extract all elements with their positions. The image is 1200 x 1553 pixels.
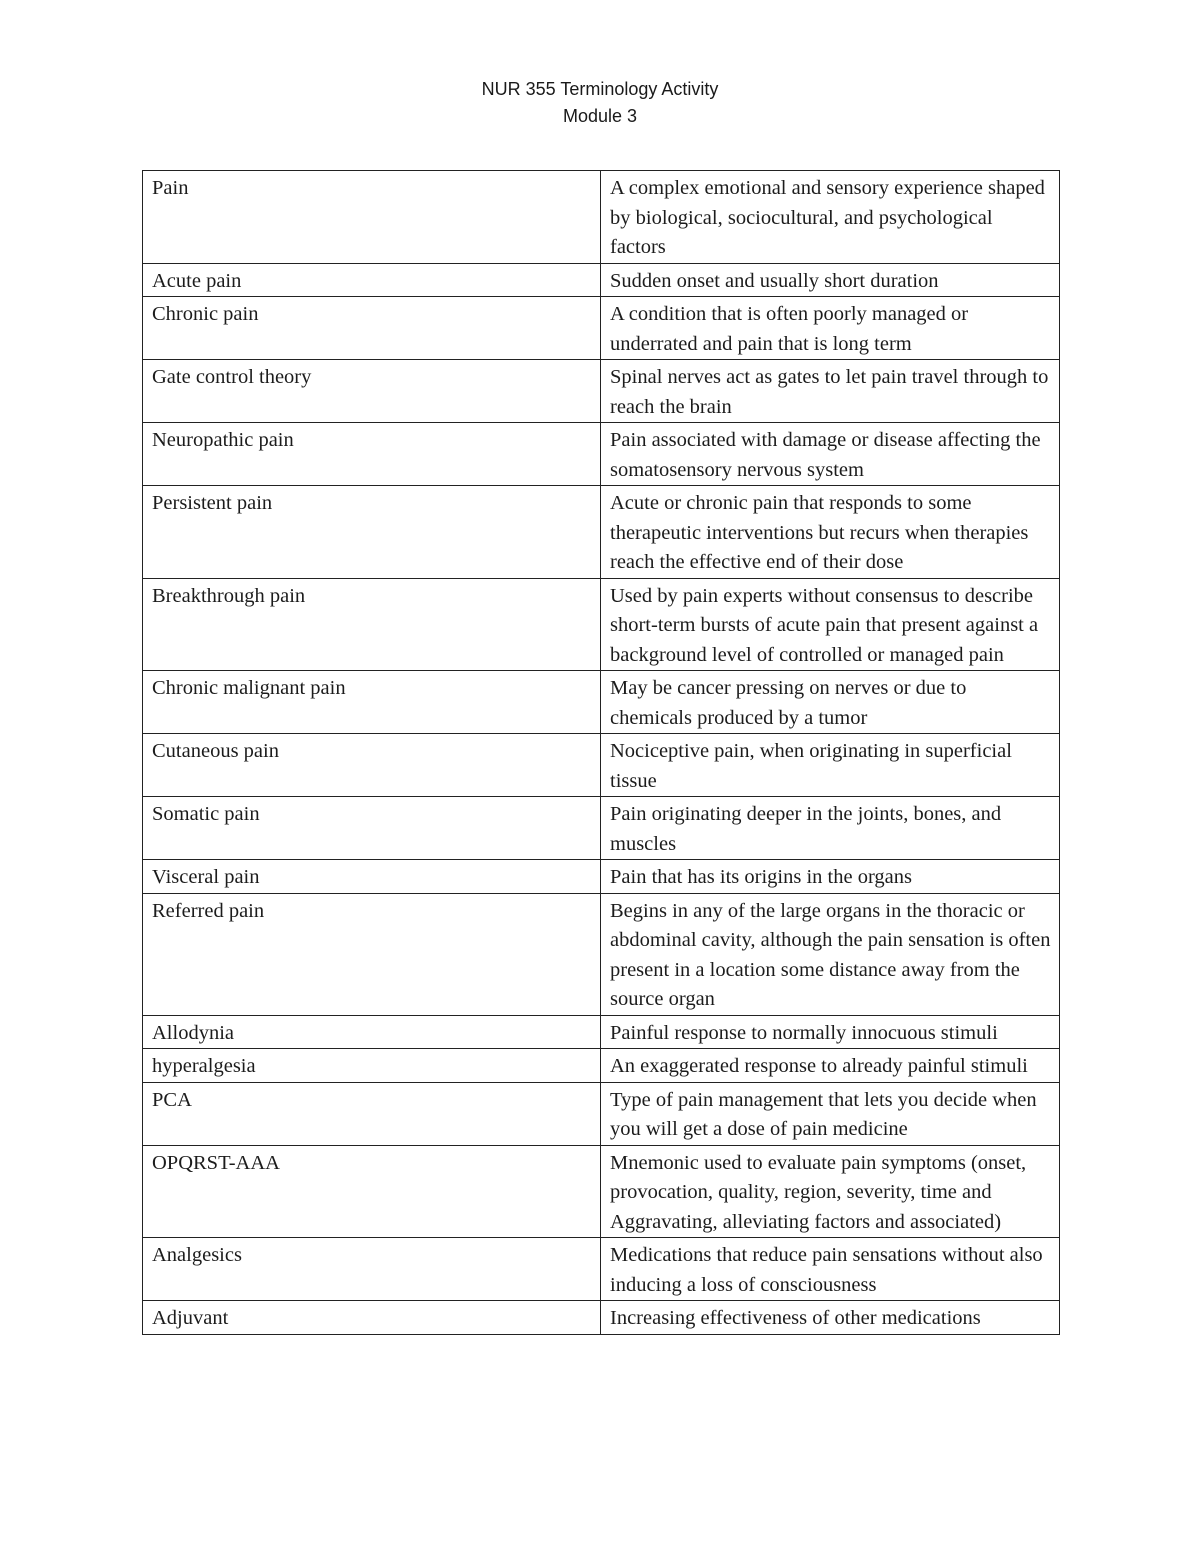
table-row xyxy=(143,671,1060,734)
definition-cell: May be cancer pressing on nerves or due to chemicals produced by a tumor xyxy=(601,671,1060,734)
definition-cell: A complex emotional and sensory experience shaped by biological, sociocultural, and psychological factors xyxy=(601,171,1060,264)
definition-cell: Pain associated with damage or disease affecting the somatosensory nervous system xyxy=(601,423,1060,486)
term-cell: Acute pain xyxy=(143,263,601,297)
definition-cell: Increasing effectiveness of other medications xyxy=(601,1301,1060,1335)
document-title: NUR 355 Terminology Activity xyxy=(481,79,719,99)
table-row xyxy=(143,423,1060,486)
definition-cell: Acute or chronic pain that responds to some therapeutic interventions but recurs when therapies reach the effective end of their dose xyxy=(601,486,1060,579)
term-cell: Chronic malignant pain xyxy=(143,671,601,734)
table-row xyxy=(143,578,1060,671)
document-subtitle: Module 3 xyxy=(562,106,638,126)
table-row xyxy=(143,893,1060,1015)
definition-cell: Pain that has its origins in the organs xyxy=(601,860,1060,894)
definition-cell: Medications that reduce pain sensations without also inducing a loss of consciousness xyxy=(601,1238,1060,1301)
definition-cell: Type of pain management that lets you decide when you will get a dose of pain medicine xyxy=(601,1082,1060,1145)
table-row xyxy=(143,1301,1060,1335)
term-cell: Chronic pain xyxy=(143,297,601,360)
definition-cell: Mnemonic used to evaluate pain symptoms (onset, provocation, quality, region, severity, time and Aggravating, alleviating factors and associated) xyxy=(601,1145,1060,1238)
table-row xyxy=(143,1049,1060,1083)
definition-cell: Sudden onset and usually short duration xyxy=(601,263,1060,297)
term-cell: Allodynia xyxy=(143,1015,601,1049)
term-cell: hyperalgesia xyxy=(143,1049,601,1083)
terminology-table xyxy=(142,170,1060,1335)
table-row xyxy=(143,1015,1060,1049)
term-cell: Referred pain xyxy=(143,893,601,1015)
term-cell: PCA xyxy=(143,1082,601,1145)
table-row xyxy=(143,263,1060,297)
terminology-table-body xyxy=(143,171,1060,1335)
term-cell: Cutaneous pain xyxy=(143,734,601,797)
table-row xyxy=(143,1145,1060,1238)
table-row xyxy=(143,797,1060,860)
table-row xyxy=(143,1082,1060,1145)
document-header xyxy=(0,76,1200,130)
table-row xyxy=(143,734,1060,797)
term-cell: Neuropathic pain xyxy=(143,423,601,486)
term-cell: Gate control theory xyxy=(143,360,601,423)
definition-cell: Painful response to normally innocuous stimuli xyxy=(601,1015,1060,1049)
table-row xyxy=(143,297,1060,360)
table-row xyxy=(143,1238,1060,1301)
definition-cell: Begins in any of the large organs in the thoracic or abdominal cavity, although the pain sensation is often present in a location some distance away from the source organ xyxy=(601,893,1060,1015)
table-row xyxy=(143,486,1060,579)
term-cell: Somatic pain xyxy=(143,797,601,860)
table-row xyxy=(143,860,1060,894)
term-cell: Analgesics xyxy=(143,1238,601,1301)
table-row xyxy=(143,171,1060,264)
table-row xyxy=(143,360,1060,423)
term-cell: OPQRST-AAA xyxy=(143,1145,601,1238)
definition-cell: Nociceptive pain, when originating in superficial tissue xyxy=(601,734,1060,797)
definition-cell: A condition that is often poorly managed or underrated and pain that is long term xyxy=(601,297,1060,360)
term-cell: Breakthrough pain xyxy=(143,578,601,671)
definition-cell: Spinal nerves act as gates to let pain travel through to reach the brain xyxy=(601,360,1060,423)
term-cell: Pain xyxy=(143,171,601,264)
definition-cell: An exaggerated response to already painful stimuli xyxy=(601,1049,1060,1083)
definition-cell: Pain originating deeper in the joints, bones, and muscles xyxy=(601,797,1060,860)
definition-cell: Used by pain experts without consensus to describe short-term bursts of acute pain that present against a background level of controlled or managed pain xyxy=(601,578,1060,671)
term-cell: Adjuvant xyxy=(143,1301,601,1335)
term-cell: Visceral pain xyxy=(143,860,601,894)
term-cell: Persistent pain xyxy=(143,486,601,579)
